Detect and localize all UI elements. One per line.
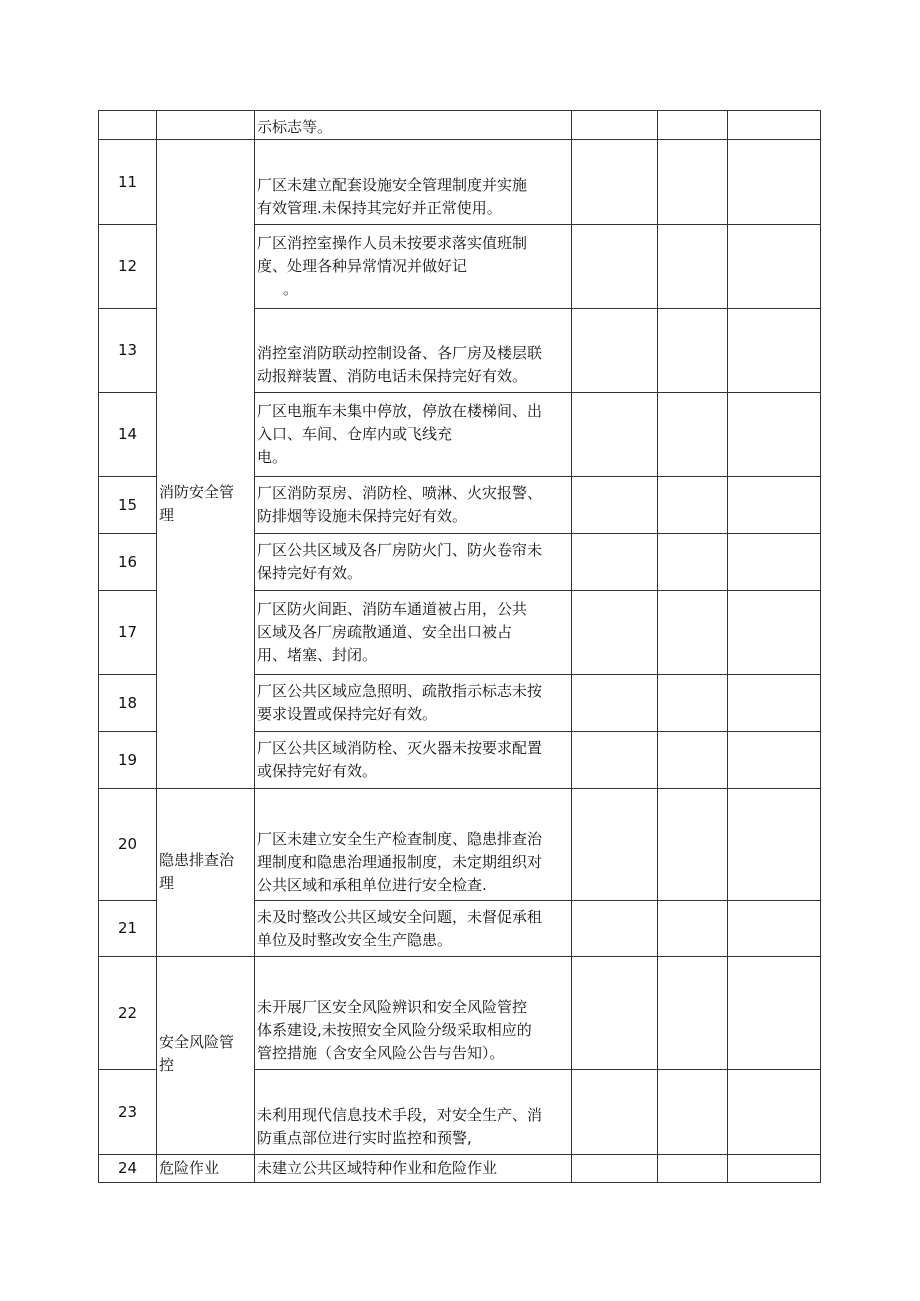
- item-line: 用、堵塞、封闭。: [257, 646, 378, 664]
- row-number: 13: [99, 309, 157, 393]
- empty-cell: [658, 1070, 728, 1155]
- empty-cell: [658, 901, 728, 957]
- item-line: 消控室消防联动控制设备、各厂房及楼层联: [257, 344, 543, 362]
- row-number: 23: [99, 1070, 157, 1155]
- empty-cell: [658, 225, 728, 309]
- item-line: 区域及各厂房疏散通道、安全出口被占: [257, 623, 513, 641]
- item-line: 厂区公共区域应急照明、疏散指示标志未按: [257, 682, 543, 700]
- item-line: 防重点部位进行实时监控和预警,: [257, 1129, 472, 1147]
- row-number: 19: [99, 732, 157, 789]
- empty-cell: [728, 591, 821, 675]
- empty-cell: [572, 1070, 658, 1155]
- item-line: 。: [283, 280, 299, 298]
- empty-cell: [728, 732, 821, 789]
- item-line: 未及时整改公共区域安全问题，未督促承租: [257, 907, 543, 926]
- empty-cell: [658, 732, 728, 789]
- row-number: 15: [99, 477, 157, 534]
- item-description: [255, 1155, 572, 1183]
- row-number: [99, 111, 157, 140]
- item-line: 电。: [257, 448, 288, 466]
- empty-cell: [728, 901, 821, 957]
- item-description: [255, 1070, 572, 1155]
- item-line: 要求设置或保持完好有效。: [257, 705, 438, 723]
- empty-cell: [728, 225, 821, 309]
- item-line: 或保持完好有效。: [257, 762, 378, 780]
- category-fire: [157, 140, 255, 789]
- item-description: [255, 534, 572, 591]
- table-row: [99, 957, 821, 1070]
- table-row: [99, 789, 821, 901]
- item-description: [255, 225, 572, 309]
- item-line: 厂区防火间距、消防车通道被占用，公共: [257, 600, 528, 618]
- row-number: 20: [99, 789, 157, 901]
- item-line: 体系建设,未按照安全风险分级采取相应的: [257, 1021, 532, 1039]
- empty-cell: [572, 957, 658, 1070]
- category-line: 控: [159, 1056, 175, 1074]
- empty-cell: [728, 789, 821, 901]
- empty-cell: [658, 789, 728, 901]
- item-line: 管控措施（含安全风险公告与告知）。: [257, 1044, 505, 1062]
- empty-cell: [658, 534, 728, 591]
- item-line: 防排烟等设施未保持完好有效。: [257, 507, 468, 525]
- table-row: [99, 111, 821, 140]
- item-line: 有效管理.未保持其完好并正常使用。: [257, 199, 502, 217]
- item-line: 厂区未建立安全生产检查制度、隐患排查治: [257, 830, 543, 848]
- category-line: 消防安全管: [159, 483, 235, 501]
- table-row: [99, 140, 821, 225]
- category-cell-blank: [157, 111, 255, 140]
- empty-cell: [572, 789, 658, 901]
- empty-cell: [658, 477, 728, 534]
- item-line: 度、处理各种异常情况并做好记: [257, 257, 468, 275]
- item-line: 公共区域和承租单位进行安全检查.: [257, 876, 487, 894]
- empty-cell: [728, 1070, 821, 1155]
- empty-cell: [658, 393, 728, 477]
- empty-cell: [572, 732, 658, 789]
- empty-cell: [572, 393, 658, 477]
- empty-cell: [728, 957, 821, 1070]
- item-description: [255, 393, 572, 477]
- empty-cell: [728, 675, 821, 732]
- item-description: [255, 789, 572, 901]
- item-description: [255, 140, 572, 225]
- item-description: [255, 477, 572, 534]
- item-line: 入口、车间、仓库内或飞线充: [257, 425, 453, 443]
- table-row: [99, 1155, 821, 1183]
- empty-cell: [572, 111, 658, 140]
- empty-cell: [572, 675, 658, 732]
- empty-cell: [572, 1155, 658, 1183]
- category-risk: [157, 957, 255, 1155]
- empty-cell: [572, 534, 658, 591]
- item-description: [255, 111, 572, 140]
- item-description: [255, 901, 572, 957]
- empty-cell: [728, 534, 821, 591]
- item-description: [255, 732, 572, 789]
- row-number: 24: [99, 1155, 157, 1183]
- item-description: [255, 309, 572, 393]
- empty-cell: [658, 1155, 728, 1183]
- item-line: 保持完好有效。: [257, 564, 363, 582]
- item-line: 单位及时整改安全生产隐患。: [257, 930, 453, 949]
- category-line: 隐患排查治: [159, 851, 235, 869]
- item-line: 厂区未建立配套设施安全管理制度并实施: [257, 176, 528, 194]
- empty-cell: [728, 309, 821, 393]
- empty-cell: [658, 591, 728, 675]
- empty-cell: [728, 140, 821, 225]
- item-line: 厂区电瓶车未集中停放，停放在楼梯间、出: [257, 402, 543, 420]
- empty-cell: [572, 225, 658, 309]
- row-number: 12: [99, 225, 157, 309]
- item-line: 未开展厂区安全风险辨识和安全风险管控: [257, 998, 528, 1016]
- checklist-table: [98, 110, 821, 1183]
- item-line: 厂区公共区域及各厂房防火门、防火卷帘未: [257, 541, 543, 559]
- empty-cell: [658, 140, 728, 225]
- row-number: 22: [99, 957, 157, 1070]
- empty-cell: [572, 901, 658, 957]
- category-line: 理: [159, 506, 175, 524]
- empty-cell: [572, 309, 658, 393]
- item-line: 未建立公共区域特种作业和危险作业: [257, 1159, 498, 1177]
- empty-cell: [658, 957, 728, 1070]
- item-description: [255, 591, 572, 675]
- empty-cell: [728, 1155, 821, 1183]
- category-hazard: [157, 789, 255, 957]
- empty-cell: [658, 309, 728, 393]
- category-danger: [157, 1155, 255, 1183]
- row-number: 16: [99, 534, 157, 591]
- empty-cell: [658, 111, 728, 140]
- empty-cell: [728, 477, 821, 534]
- row-number: 18: [99, 675, 157, 732]
- item-line: 理制度和隐患治理通报制度，未定期组织对: [257, 853, 543, 871]
- row-number: 11: [99, 140, 157, 225]
- item-line: 厂区消防泵房、消防栓、喷淋、火灾报警、: [257, 484, 543, 502]
- item-line: 动报辩装置、消防电话未保持完好有效。: [257, 367, 528, 385]
- item-description: [255, 957, 572, 1070]
- category-line: 安全风险管: [159, 1033, 235, 1051]
- empty-cell: [658, 675, 728, 732]
- row-number: 21: [99, 901, 157, 957]
- row-number: 17: [99, 591, 157, 675]
- empty-cell: [572, 140, 658, 225]
- item-line: 厂区消控室操作人员未按要求落实值班制: [257, 234, 528, 252]
- item-line: 未利用现代信息技术手段，对安全生产、消: [257, 1106, 543, 1124]
- empty-cell: [572, 591, 658, 675]
- category-line: 理: [159, 874, 175, 892]
- item-description: [255, 675, 572, 732]
- item-line: 示标志等。: [257, 118, 333, 136]
- item-line: 厂区公共区域消防栓、灭火器未按要求配置: [257, 739, 543, 757]
- empty-cell: [572, 477, 658, 534]
- row-number: 14: [99, 393, 157, 477]
- category-line: 危险作业: [159, 1159, 220, 1177]
- empty-cell: [728, 111, 821, 140]
- empty-cell: [728, 393, 821, 477]
